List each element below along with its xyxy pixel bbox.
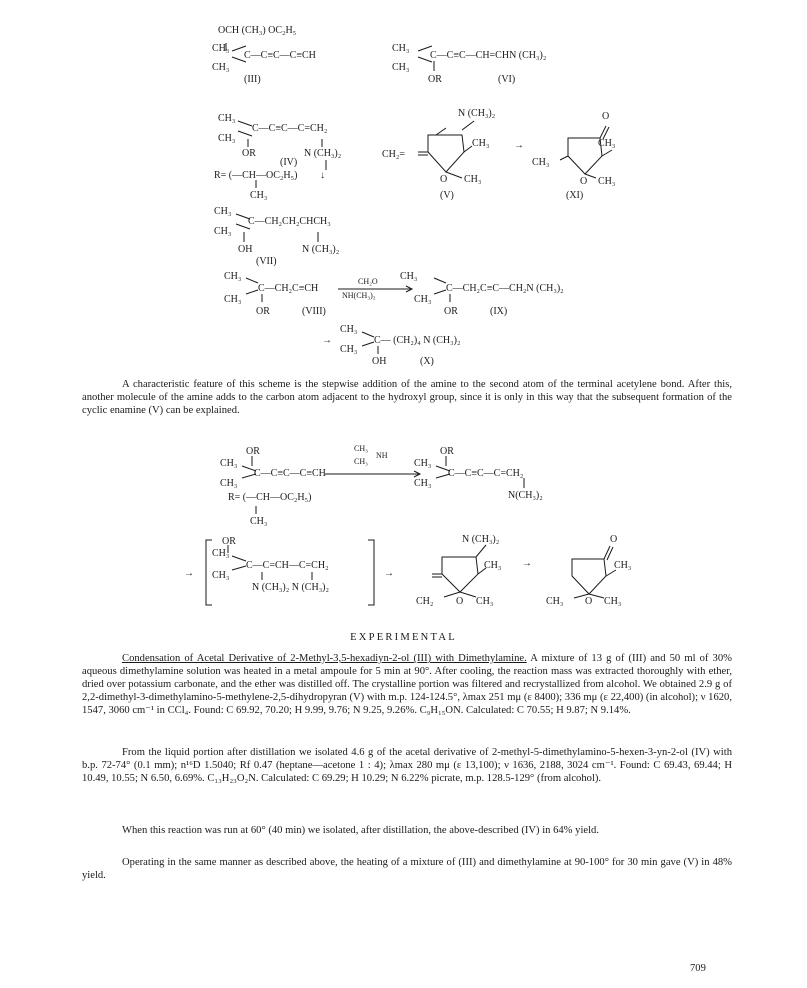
iii-substituent: OCH (CH₃) OC₂H₅ (218, 25, 297, 36)
s2-chain-2: C—C≡C—C=CH₂ (448, 468, 524, 479)
vii-ch3-top: CH₃ (214, 206, 232, 217)
s2-ring3-ch2: CH₂ (416, 596, 434, 607)
ix-ch3-bottom: CH₃ (414, 294, 432, 305)
s2-bracket-or: OR (222, 536, 236, 547)
r-ch3-2: CH₃ (250, 516, 268, 527)
vii-oh: OH (238, 244, 253, 255)
iv-or: OR (242, 148, 256, 159)
vii-chain: C—CH₂CH₂CHCH₃ (248, 216, 331, 227)
iv-down-arrow: ↓ (320, 170, 325, 181)
ix-or: OR (444, 306, 458, 317)
s2-bracket-ch3-top: CH₃ (212, 548, 230, 559)
s2-or-2: OR (440, 446, 454, 457)
v-ch2: CH₂= (382, 149, 406, 160)
x-chain: C— (CH₂)₄ N (CH₃)₂ (374, 335, 461, 346)
compound-label-xi: (XI) (566, 190, 584, 201)
v-ch3-a: CH₃ (472, 138, 490, 149)
s2-bracket-ch3-bottom: CH₃ (212, 570, 230, 581)
s2-arrow-3: → (522, 558, 532, 569)
xi-ch3-a: CH₃ (598, 138, 616, 149)
v-o: O (440, 174, 448, 185)
vi-or: OR (428, 74, 442, 85)
viii-ch3-bottom: CH₃ (224, 294, 242, 305)
vi-ch3-top: CH₃ (392, 43, 410, 54)
s2-ring3-nme2: N (CH₃)₂ (462, 534, 500, 545)
compound-label-x: (X) (420, 356, 434, 367)
s2-ring4-ch3-b: CH₃ (546, 596, 564, 607)
viii-ch3-top: CH₃ (224, 271, 242, 282)
s2-ch3-2a: CH₃ (414, 458, 432, 469)
scheme-commentary: A characteristic feature of this scheme is the stepwise addition of the amine to the second atom of the terminal acetylene bond. After this, another molecule of the amine adds to the carbon atom adjacent to the hydroxyl group, since it is only in this way that the subsequent formation of the cyclic enamine (V) can be explained. (82, 379, 732, 416)
vi-chain: C—C≡C—CH=CHN (CH₃)₂ (430, 50, 547, 61)
x-oh: OH (372, 356, 387, 367)
s2-ring4-o2: O (585, 596, 593, 607)
s2-bracket-nme2: N (CH₃)₂ N (CH₃)₂ (252, 582, 329, 593)
experiment-title: Condensation of Acetal Derivative of 2-Methyl-3,5-hexadiyn-2-ol (III) with Dimethylamine. (122, 653, 527, 664)
vii-nme2: N (CH₃)₂ (302, 244, 340, 255)
page-number: 709 (690, 963, 706, 974)
v-to-xi-arrow: → (514, 140, 524, 151)
s2-or-1: OR (246, 446, 260, 457)
viii-chain: C—CH₂C≡CH (258, 283, 319, 294)
s2-ch3-2b: CH₃ (414, 478, 432, 489)
iv-ch3-top: CH₃ (218, 113, 236, 124)
iii-chain: C—C≡C—C≡CH (244, 50, 316, 61)
v-nme2: N (CH₃)₂ (458, 108, 496, 119)
compound-label-iv: (IV) (280, 157, 298, 168)
v-ch3-b: CH₃ (464, 174, 482, 185)
vii-ch3-bottom: CH₃ (214, 226, 232, 237)
iii-ch3-top: CH₃ (212, 43, 230, 54)
xi-ch3-c: CH₃ (598, 176, 616, 187)
iii-ch3-bottom: CH₃ (212, 62, 230, 73)
s2-ring3-ch3-b: CH₃ (476, 596, 494, 607)
s2-nme2-a: N(CH₃)₂ (508, 490, 543, 501)
reagent-dimethylamine: NH(CH₃)₂ (342, 291, 376, 300)
experimental-paragraph-2: From the liquid portion after distillation we isolated 4.6 g of the acetal derivative of 2-methyl-5-dimethylamino-5-hexen-3-yn-2-ol (IV) with b.p. 72-74° (0.1 mm); n¹⁶D 1.5040; Rf 0.47 (heptane—acetone 1 : 4); λmax 280 mμ (ε 13,100); ν 1636, 2188, 3024 cm⁻¹. Found: C 69.43, 69.44; H 10.49, 10.55; N 6.50, 6.69%. C₁₃H₂₃O₂N. Calculated: C 69.29; H 10.29; N 6.22% picrate, m.p. 128.5-129° (from alcohol). (82, 747, 732, 784)
r-definition-1: R= (—CH—OC₂H₅) (214, 170, 298, 181)
s2-ch3-1a: CH₃ (220, 458, 238, 469)
xi-ring-o: O (580, 176, 588, 187)
section-heading: EXPERIMENTAL (350, 632, 457, 643)
iv-chain: C—C≡C—C=CH₂ (252, 123, 328, 134)
xi-o: O (602, 111, 610, 122)
iv-ch3-bottom: CH₃ (218, 133, 236, 144)
compound-label-ix: (IX) (490, 306, 508, 317)
experiment-body: A mixture of 13 g of (III) and 50 ml of 30% aqueous dimethylamine solution was heated in a metal ampoule for 5 min at 90°. After cooling, the reaction mass was extracted thoroughly with ether, dried over potassium carbonate, and the ether was distilled off. The crystalline portion was filtered and recrystallized from alcohol. We obtained 2.9 g of 2,2-dimethyl-3-dimethylamino-5-methylene-2,5-dihydropyran (V) with m.p. 124-124.5°, λmax 251 mμ (ε 8400); 336 mμ (ε 22,400) (in alcohol); ν 1620, 1547, 3060 cm⁻¹ in CCl₄. Found: C 69.92, 70.20; H 9.99, 9.76; N 9.25, 9.26%. C₉H₁₅ON. Calculated: C 70.55; H 9.87; N 9.14%. (82, 653, 732, 716)
ix-chain: C—CH₂C≡C—CH₂N (CH₃)₂ (446, 283, 564, 294)
experimental-paragraph-4: Operating in the same manner as described above, the heating of a mixture of (III) and dimethylamine at 90-100° for 30 min gave (V) in 48% yield. (82, 857, 732, 881)
r-definition-2: R= (—CH—OC₂H₅) (228, 492, 312, 503)
s2-ch3-1b: CH₃ (220, 478, 238, 489)
compound-label-vi: (VI) (498, 74, 516, 85)
s2-arrow-1: → (184, 568, 194, 579)
s2-ring4-ch3-c: CH₃ (604, 596, 622, 607)
ix-to-x-arrow: → (322, 335, 332, 346)
s2-amine-ch3-top: CH₃ (354, 444, 368, 453)
experimental-paragraph-1 (82, 652, 732, 717)
compound-label-viii: (VIII) (302, 306, 326, 317)
experimental-paragraph-3: When this reaction was run at 60° (40 min) we isolated, after distillation, the above-described (IV) in 64% yield. (122, 825, 599, 836)
compound-label-v: (V) (440, 190, 454, 201)
s2-ring4-ch3-a: CH₃ (614, 560, 632, 571)
s2-amine-nh: NH (376, 451, 388, 460)
s2-ring3-o: O (456, 596, 464, 607)
s2-ring4-o: O (610, 534, 618, 545)
viii-or: OR (256, 306, 270, 317)
s2-bracket-chain: C—C=CH—C=CH₂ (246, 560, 329, 571)
compound-label-vii: (VII) (256, 256, 277, 267)
compound-label-iii: (III) (244, 74, 261, 85)
r-ch3-1: CH₃ (250, 190, 268, 201)
iv-nme2: N (CH₃)₂ (304, 148, 342, 159)
s2-chain-1: C—C≡C—C≡CH (254, 468, 326, 479)
reagent-formaldehyde: CH₂O (358, 277, 378, 286)
vi-ch3-bottom: CH₃ (392, 62, 410, 73)
x-ch3-bottom: CH₃ (340, 344, 358, 355)
x-ch3-top: CH₃ (340, 324, 358, 335)
xi-ch3-b: CH₃ (532, 157, 550, 168)
s2-ring3-ch3-a: CH₃ (484, 560, 502, 571)
ix-ch3-top: CH₃ (400, 271, 418, 282)
s2-arrow-2: → (384, 568, 394, 579)
s2-amine-ch3-bottom: CH₃ (354, 457, 368, 466)
